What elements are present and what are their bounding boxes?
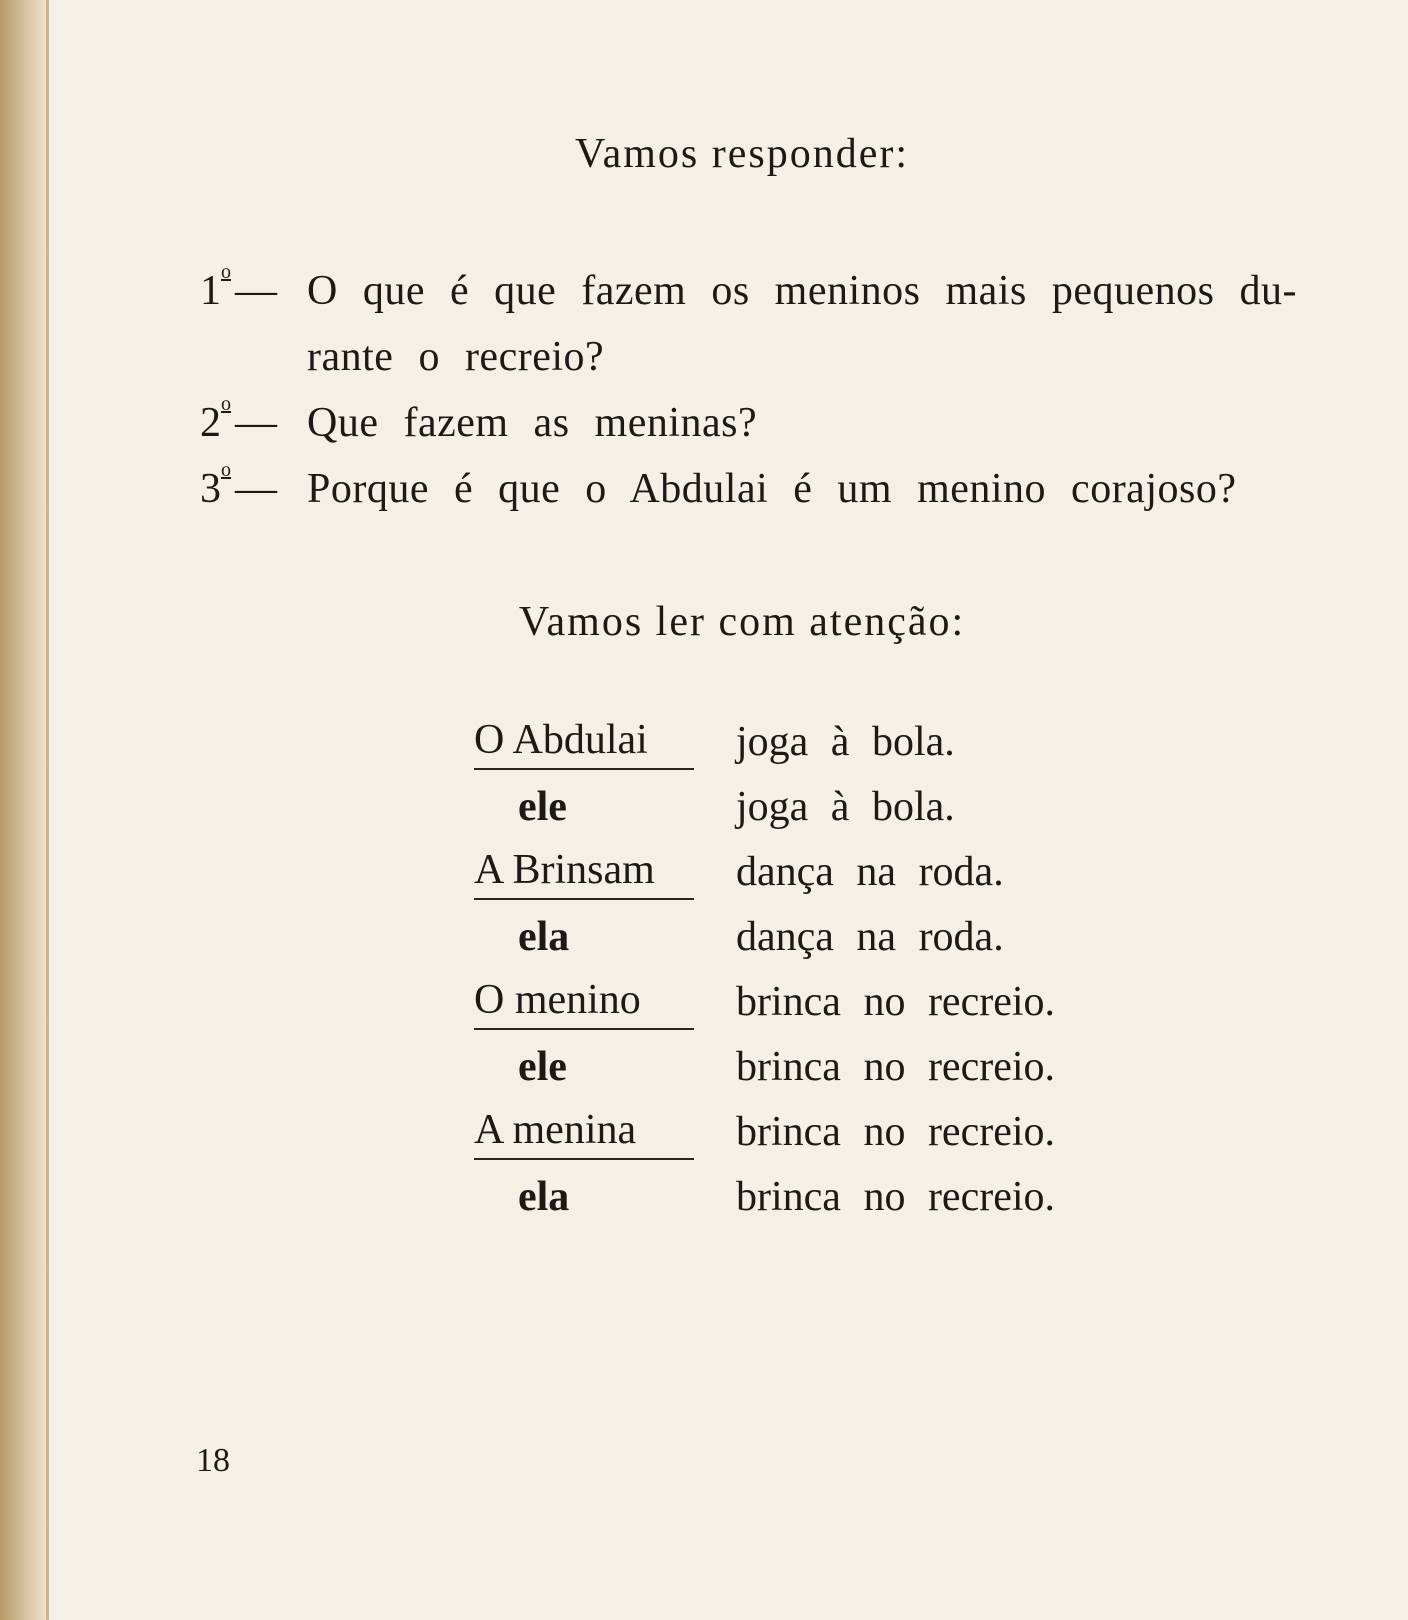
drill-subject: ele — [518, 1044, 567, 1090]
drill-row — [0, 777, 1408, 842]
drill-predicate: joga à bola. — [736, 784, 955, 830]
question-number: 2$^o$— — [200, 393, 277, 446]
question-3 — [200, 456, 1350, 522]
drill-row — [0, 842, 1408, 907]
drill-subject: O Abdulai — [474, 712, 694, 770]
drill-row — [0, 1102, 1408, 1167]
question-1-continuation — [200, 324, 1350, 390]
question-list — [200, 258, 1350, 522]
section-heading-responder: Vamos responder: — [574, 131, 910, 177]
question-text: Que fazem as meninas? — [307, 400, 758, 446]
drill-row — [0, 712, 1408, 777]
drill-subject: ela — [518, 914, 570, 960]
drill-predicate: dança na roda. — [736, 849, 1004, 895]
question-text: Porque é que o Abdulai é um menino corajoso? — [307, 466, 1237, 512]
drill-row — [0, 1167, 1408, 1232]
drill-predicate: brinca no recreio. — [736, 1174, 1056, 1220]
question-number: 3$^o$— — [200, 459, 277, 512]
drill-subject: ela — [518, 1174, 570, 1220]
drill-row — [0, 907, 1408, 972]
drill-predicate: dança na roda. — [736, 914, 1004, 960]
drill-subject: A menina — [474, 1102, 694, 1160]
drill-predicate: brinca no recreio. — [736, 1109, 1056, 1155]
section-heading-ler: Vamos ler com atenção: — [518, 599, 966, 645]
drill-predicate: brinca no recreio. — [736, 979, 1056, 1025]
drill-predicate: joga à bola. — [736, 719, 955, 765]
question-number: 1$^o$— — [200, 261, 277, 314]
reading-drill — [0, 712, 1408, 1232]
question-text: rante o recreio? — [307, 334, 605, 380]
drill-subject: A Brinsam — [474, 842, 694, 900]
drill-row — [0, 1037, 1408, 1102]
page-number: 18 — [196, 1442, 230, 1479]
question-2 — [200, 390, 1350, 456]
question-text: O que é que fazem os meninos mais pequenos du- — [307, 268, 1297, 314]
drill-row — [0, 972, 1408, 1037]
drill-subject: O menino — [474, 972, 694, 1030]
question-1 — [200, 258, 1350, 324]
drill-predicate: brinca no recreio. — [736, 1044, 1056, 1090]
drill-subject: ele — [518, 784, 567, 830]
